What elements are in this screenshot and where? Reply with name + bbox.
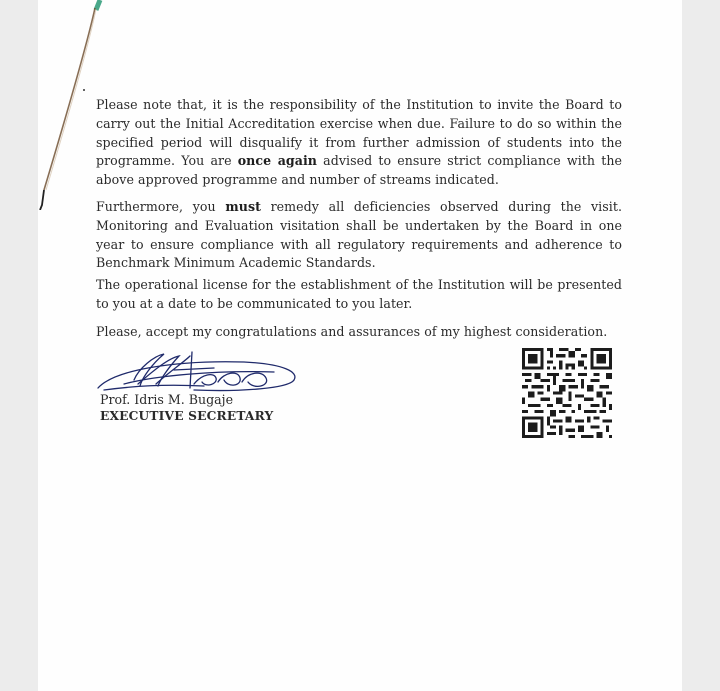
paragraph-text: Please, accept my congratulations and assurances of my highest consideration.: [96, 324, 608, 339]
paragraph-closing: [96, 323, 622, 342]
letter-page: [38, 0, 682, 691]
emphasis-text: must: [225, 199, 261, 214]
signatory-block: [100, 392, 273, 424]
paragraph-text: Please note that, it is the responsibility of the Institution to invite the Board to carry out the Initial Accreditation exercise when due. Failure to do so within the specified period will disqualify it from further admission of students into the programme. You are: [96, 97, 622, 169]
paragraph-text: advised to ensure strict compliance with the above approved programme and number of streams indicated.: [96, 153, 622, 188]
paragraph-responsibility: [96, 96, 622, 190]
paragraph-license: [96, 276, 622, 314]
paragraph-deficiencies: [96, 198, 622, 273]
signatory-title: EXECUTIVE SECRETARY: [100, 409, 274, 423]
paragraph-text: The operational license for the establishment of the Institution will be presented to you at a date to be communicated to you later.: [96, 277, 622, 311]
emphasis-text: once again: [237, 153, 318, 169]
signatory-name: Prof. Idris M. Bugaje: [100, 392, 234, 407]
qr-code: [522, 348, 612, 438]
paragraph-text: remedy all deficiencies observed during the visit. Monitoring and Evaluation visitation shall be undertaken by the Board in one year to ensure compliance with all regulatory requirements and adherence to Benchmark Minimum Academic Standards.: [96, 199, 622, 271]
handwritten-signature: [94, 350, 300, 396]
paragraph-text: Furthermore, you: [96, 199, 226, 214]
